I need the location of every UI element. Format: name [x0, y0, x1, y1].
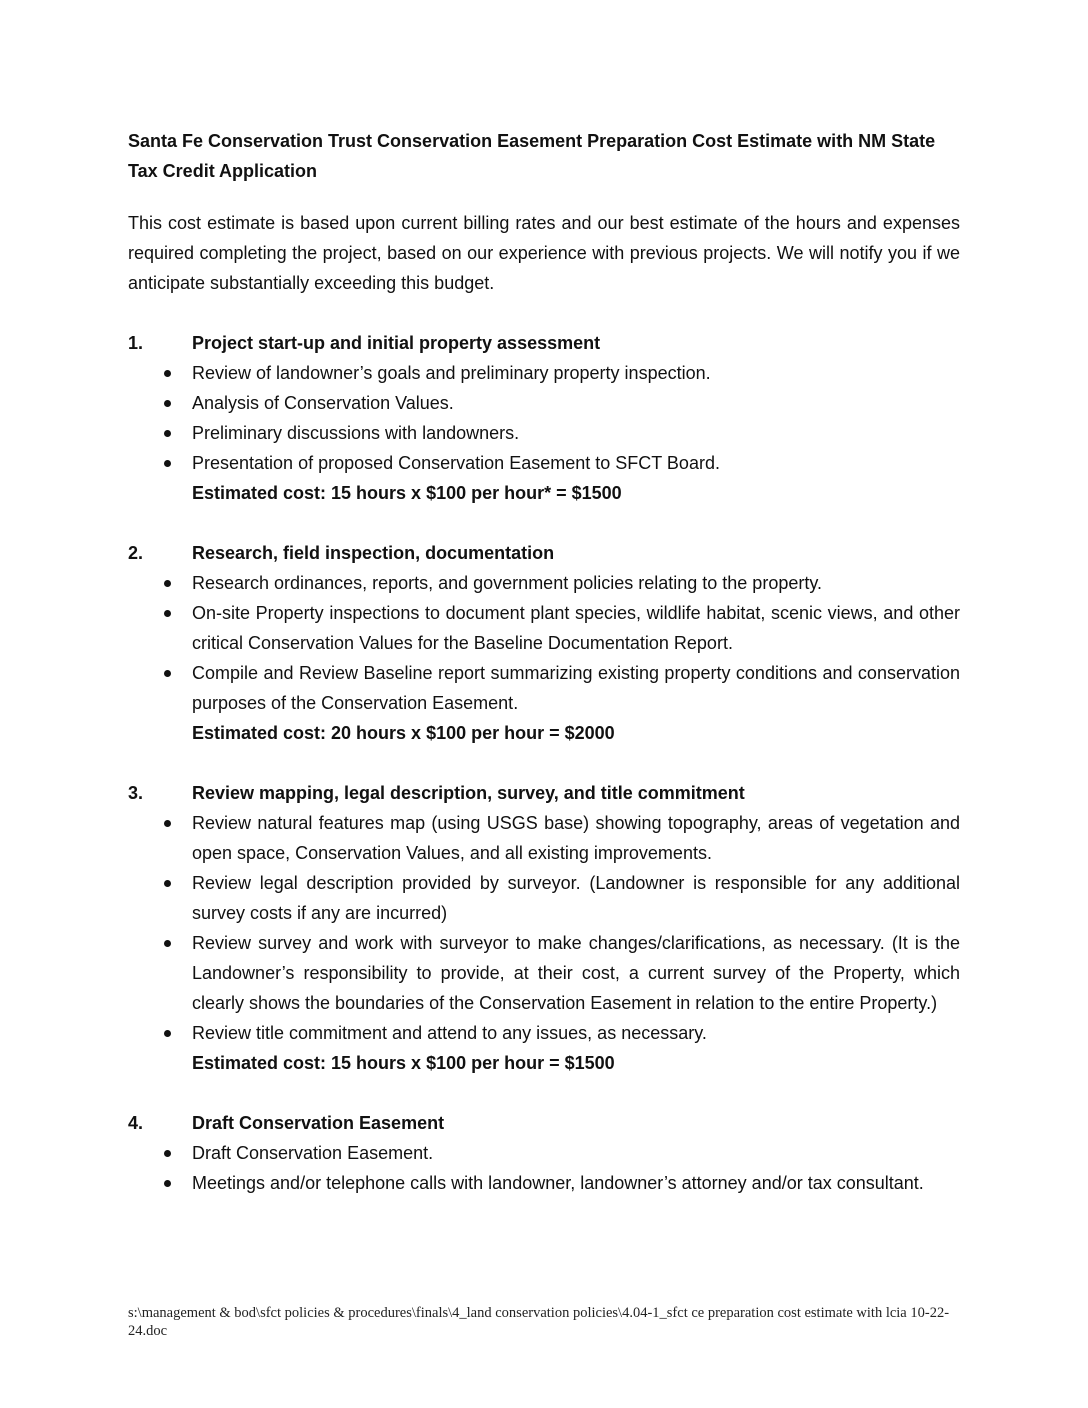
section-number: 1.	[128, 333, 144, 353]
list-item: Draft Conservation Easement.	[128, 1138, 960, 1168]
bullet-icon	[128, 928, 192, 1018]
bullet-icon	[128, 418, 192, 448]
list-item: Analysis of Conservation Values.	[128, 388, 960, 418]
section-3	[128, 778, 960, 1078]
section-heading	[128, 1108, 960, 1138]
section-title: Project start-up and initial property assessment	[192, 333, 601, 353]
document-page	[128, 126, 960, 1198]
list-item: Review of landowner’s goals and preliminary property inspection.	[128, 358, 960, 388]
bullet-list	[128, 808, 960, 1048]
bullet-list	[128, 568, 960, 718]
bullet-icon	[128, 568, 192, 598]
list-item: Research ordinances, reports, and government policies relating to the property.	[128, 568, 960, 598]
bullet-icon	[128, 598, 192, 658]
section-heading	[128, 538, 960, 568]
estimated-cost: Estimated cost: 15 hours x $100 per hour = $1500	[192, 1053, 615, 1073]
list-item: Meetings and/or telephone calls with landowner, landowner’s attorney and/or tax consultant.	[128, 1168, 960, 1198]
list-item: Presentation of proposed Conservation Easement to SFCT Board.	[128, 448, 960, 478]
estimated-cost: Estimated cost: 15 hours x $100 per hour* = $1500	[192, 483, 622, 503]
list-item: Preliminary discussions with landowners.	[128, 418, 960, 448]
bullet-icon	[128, 1018, 192, 1048]
list-item: Review title commitment and attend to any issues, as necessary.	[128, 1018, 960, 1048]
bullet-icon	[128, 388, 192, 418]
section-2	[128, 538, 960, 748]
section-title: Research, field inspection, documentation	[192, 543, 555, 563]
bullet-icon	[128, 658, 192, 718]
list-item: Review legal description provided by surveyor. (Landowner is responsible for any additional survey costs if any are incurred)	[128, 868, 960, 928]
section-title: Draft Conservation Easement	[192, 1113, 445, 1133]
bullet-icon	[128, 448, 192, 478]
bullet-list	[128, 1138, 960, 1198]
bullet-icon	[128, 808, 192, 868]
document-title: Santa Fe Conservation Trust Conservation Easement Preparation Cost Estimate with NM State Tax Credit Application	[128, 131, 936, 181]
section-1	[128, 328, 960, 508]
file-path-footer: s:\management & bod\sfct policies & procedures\finals\4_land conservation policies\4.04-1_sfct ce preparation cost estimate with lcia 10-22-24.doc	[128, 1305, 950, 1339]
section-heading	[128, 328, 960, 358]
list-item: Review survey and work with surveyor to make changes/clarifications, as necessary. (It is the Landowner’s responsibility to provide, at their cost, a current survey of the Property, which clearly shows the boundaries of the Conservation Easement in relation to the entire Property.)	[128, 928, 960, 1018]
bullet-icon	[128, 1168, 192, 1198]
bullet-icon	[128, 1138, 192, 1168]
section-number: 2.	[128, 543, 144, 563]
list-item: Review natural features map (using USGS base) showing topography, areas of vegetation and open space, Conservation Values, and all existing improvements.	[128, 808, 960, 868]
bullet-icon	[128, 868, 192, 928]
estimated-cost: Estimated cost: 20 hours x $100 per hour = $2000	[192, 723, 615, 743]
section-number: 4.	[128, 1113, 144, 1133]
bullet-icon	[128, 358, 192, 388]
section-title: Review mapping, legal description, survey, and title commitment	[192, 783, 745, 803]
bullet-list	[128, 358, 960, 478]
intro-paragraph: This cost estimate is based upon current billing rates and our best estimate of the hours and expenses required completing the project, based on our experience with previous projects. We will notify you if we anticipate substantially exceeding this budget.	[128, 213, 960, 293]
section-heading	[128, 778, 960, 808]
list-item: On-site Property inspections to document plant species, wildlife habitat, scenic views, and other critical Conservation Values for the Baseline Documentation Report.	[128, 598, 960, 658]
list-item: Compile and Review Baseline report summarizing existing property conditions and conservation purposes of the Conservation Easement.	[128, 658, 960, 718]
section-4	[128, 1108, 960, 1198]
section-number: 3.	[128, 783, 144, 803]
